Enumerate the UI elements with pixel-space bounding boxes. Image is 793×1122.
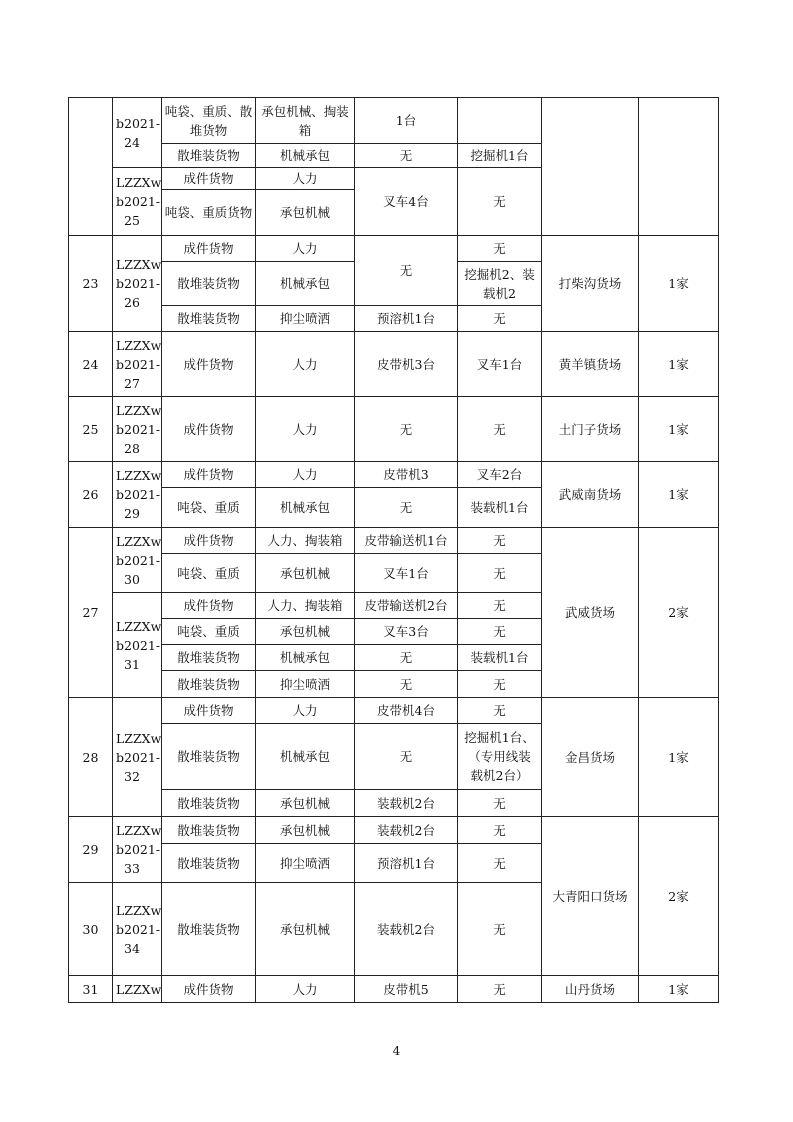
method-cell: 抑尘喷洒 bbox=[256, 306, 355, 332]
equip-cell: 无 bbox=[355, 724, 458, 790]
table-row bbox=[69, 332, 719, 397]
equip-cell: 叉车1台 bbox=[355, 554, 458, 593]
other-equip-cell: 挖掘机1台 bbox=[458, 144, 542, 168]
count-cell: 1家 bbox=[639, 462, 719, 528]
goods-cell: 散堆装货物 bbox=[162, 671, 256, 698]
method-cell: 人力 bbox=[256, 462, 355, 488]
method-cell: 机械承包 bbox=[256, 144, 355, 168]
equip-cell: 无 bbox=[355, 144, 458, 168]
method-cell: 承包机械、掏装箱 bbox=[256, 98, 355, 144]
goods-cell: 散堆装货物 bbox=[162, 306, 256, 332]
other-equip-cell: 无 bbox=[458, 397, 542, 462]
method-cell: 机械承包 bbox=[256, 724, 355, 790]
equip-cell: 无 bbox=[355, 645, 458, 671]
other-equip-cell: 无 bbox=[458, 698, 542, 724]
goods-cell: 成件货物 bbox=[162, 462, 256, 488]
seq-cell: 30 bbox=[69, 883, 113, 976]
equip-cell: 皮带输送机2台 bbox=[355, 593, 458, 619]
equip-cell: 装载机2台 bbox=[355, 790, 458, 817]
equip-cell: 预溶机1台 bbox=[355, 306, 458, 332]
goods-cell: 成件货物 bbox=[162, 397, 256, 462]
method-cell: 机械承包 bbox=[256, 645, 355, 671]
method-cell: 承包机械 bbox=[256, 190, 355, 236]
equip-cell: 皮带机3台 bbox=[355, 332, 458, 397]
other-equip-cell: 无 bbox=[458, 593, 542, 619]
goods-cell: 散堆装货物 bbox=[162, 844, 256, 883]
goods-cell: 成件货物 bbox=[162, 976, 256, 1003]
yard-cell: 山丹货场 bbox=[542, 976, 639, 1003]
goods-cell: 散堆装货物 bbox=[162, 883, 256, 976]
method-cell: 机械承包 bbox=[256, 488, 355, 528]
count-cell: 1家 bbox=[639, 332, 719, 397]
yard-cell: 武威货场 bbox=[542, 528, 639, 698]
other-equip-cell: 无 bbox=[458, 817, 542, 844]
other-equip-cell: 无 bbox=[458, 790, 542, 817]
other-equip-cell: 无 bbox=[458, 844, 542, 883]
equip-cell: 无 bbox=[355, 671, 458, 698]
equip-cell: 皮带机4台 bbox=[355, 698, 458, 724]
other-equip-cell: 无 bbox=[458, 306, 542, 332]
goods-cell: 成件货物 bbox=[162, 332, 256, 397]
seq-cell: 31 bbox=[69, 976, 113, 1003]
equip-cell: 叉车4台 bbox=[355, 168, 458, 236]
table-row bbox=[69, 236, 719, 262]
method-cell: 承包机械 bbox=[256, 883, 355, 976]
method-cell: 抑尘喷洒 bbox=[256, 844, 355, 883]
goods-cell: 成件货物 bbox=[162, 168, 256, 190]
code-cell: LZZXw b2021- 32 bbox=[113, 698, 162, 817]
table-row bbox=[69, 462, 719, 488]
goods-cell: 散堆装货物 bbox=[162, 262, 256, 306]
count-cell: 1家 bbox=[639, 698, 719, 817]
equip-cell: 1台 bbox=[355, 98, 458, 144]
equip-cell: 叉车3台 bbox=[355, 619, 458, 645]
table-row bbox=[69, 98, 719, 144]
code-cell: LZZXw b2021- 27 bbox=[113, 332, 162, 397]
code-cell: LZZXw b2021- 29 bbox=[113, 462, 162, 528]
other-equip-cell: 叉车2台 bbox=[458, 462, 542, 488]
method-cell: 人力 bbox=[256, 332, 355, 397]
equip-cell: 无 bbox=[355, 236, 458, 306]
equip-cell: 无 bbox=[355, 397, 458, 462]
yard-cell: 黄羊镇货场 bbox=[542, 332, 639, 397]
seq-cell: 27 bbox=[69, 528, 113, 698]
code-cell: LZZXw bbox=[113, 976, 162, 1003]
table-row bbox=[69, 698, 719, 724]
seq-cell: 26 bbox=[69, 462, 113, 528]
count-cell: 1家 bbox=[639, 236, 719, 332]
method-cell: 人力、掏装箱 bbox=[256, 528, 355, 554]
equip-cell: 皮带输送机1台 bbox=[355, 528, 458, 554]
table-row bbox=[69, 817, 719, 844]
method-cell: 人力 bbox=[256, 397, 355, 462]
count-cell bbox=[639, 98, 719, 236]
method-cell: 承包机械 bbox=[256, 790, 355, 817]
equip-cell: 装载机2台 bbox=[355, 817, 458, 844]
count-cell: 1家 bbox=[639, 397, 719, 462]
method-cell: 机械承包 bbox=[256, 262, 355, 306]
goods-cell: 成件货物 bbox=[162, 528, 256, 554]
count-cell: 1家 bbox=[639, 976, 719, 1003]
seq-cell: 28 bbox=[69, 698, 113, 817]
count-cell: 2家 bbox=[639, 528, 719, 698]
goods-cell: 成件货物 bbox=[162, 593, 256, 619]
method-cell: 人力、掏装箱 bbox=[256, 593, 355, 619]
other-equip-cell: 无 bbox=[458, 883, 542, 976]
goods-cell: 吨袋、重质、散堆货物 bbox=[162, 98, 256, 144]
table-row bbox=[69, 397, 719, 462]
method-cell: 人力 bbox=[256, 236, 355, 262]
code-cell: LZZXw b2021- 31 bbox=[113, 593, 162, 698]
goods-cell: 散堆装货物 bbox=[162, 144, 256, 168]
equip-cell: 皮带机3 bbox=[355, 462, 458, 488]
code-cell: b2021- 24 bbox=[113, 98, 162, 168]
other-equip-cell: 无 bbox=[458, 554, 542, 593]
seq-cell: 25 bbox=[69, 397, 113, 462]
cargo-yard-table bbox=[68, 97, 719, 1003]
goods-cell: 散堆装货物 bbox=[162, 724, 256, 790]
other-equip-cell: 挖掘机2、装 载机2 bbox=[458, 262, 542, 306]
method-cell: 人力 bbox=[256, 976, 355, 1003]
goods-cell: 成件货物 bbox=[162, 236, 256, 262]
yard-cell bbox=[542, 98, 639, 236]
yard-cell: 大青阳口货场 bbox=[542, 817, 639, 976]
yard-cell: 打柴沟货场 bbox=[542, 236, 639, 332]
goods-cell: 吨袋、重质 bbox=[162, 554, 256, 593]
code-cell: LZZXw b2021- 28 bbox=[113, 397, 162, 462]
goods-cell: 吨袋、重质货物 bbox=[162, 190, 256, 236]
goods-cell: 散堆装货物 bbox=[162, 790, 256, 817]
seq-cell: 29 bbox=[69, 817, 113, 883]
yard-cell: 武威南货场 bbox=[542, 462, 639, 528]
other-equip-cell: 无 bbox=[458, 671, 542, 698]
table-row bbox=[69, 528, 719, 554]
other-equip-cell: 无 bbox=[458, 976, 542, 1003]
method-cell: 人力 bbox=[256, 698, 355, 724]
other-equip-cell bbox=[458, 98, 542, 144]
goods-cell: 散堆装货物 bbox=[162, 645, 256, 671]
seq-cell bbox=[69, 98, 113, 236]
method-cell: 承包机械 bbox=[256, 619, 355, 645]
yard-cell: 土门子货场 bbox=[542, 397, 639, 462]
goods-cell: 吨袋、重质 bbox=[162, 488, 256, 528]
method-cell: 承包机械 bbox=[256, 554, 355, 593]
equip-cell: 皮带机5 bbox=[355, 976, 458, 1003]
equip-cell: 预溶机1台 bbox=[355, 844, 458, 883]
method-cell: 人力 bbox=[256, 168, 355, 190]
method-cell: 承包机械 bbox=[256, 817, 355, 844]
other-equip-cell: 无 bbox=[458, 528, 542, 554]
other-equip-cell: 挖掘机1台、 （专用线装 载机2台） bbox=[458, 724, 542, 790]
equip-cell: 无 bbox=[355, 488, 458, 528]
table-row bbox=[69, 976, 719, 1003]
goods-cell: 吨袋、重质 bbox=[162, 619, 256, 645]
code-cell: LZZXw b2021- 33 bbox=[113, 817, 162, 883]
seq-cell: 23 bbox=[69, 236, 113, 332]
count-cell: 2家 bbox=[639, 817, 719, 976]
other-equip-cell: 叉车1台 bbox=[458, 332, 542, 397]
page-number: 4 bbox=[392, 1044, 401, 1058]
code-cell: LZZXw b2021- 26 bbox=[113, 236, 162, 332]
other-equip-cell: 装载机1台 bbox=[458, 488, 542, 528]
goods-cell: 成件货物 bbox=[162, 698, 256, 724]
method-cell: 抑尘喷洒 bbox=[256, 671, 355, 698]
other-equip-cell: 无 bbox=[458, 236, 542, 262]
other-equip-cell: 无 bbox=[458, 619, 542, 645]
goods-cell: 散堆装货物 bbox=[162, 817, 256, 844]
seq-cell: 24 bbox=[69, 332, 113, 397]
code-cell: LZZXw b2021- 34 bbox=[113, 883, 162, 976]
code-cell: LZZXw b2021- 25 bbox=[113, 168, 162, 236]
other-equip-cell: 装载机1台 bbox=[458, 645, 542, 671]
yard-cell: 金昌货场 bbox=[542, 698, 639, 817]
code-cell: LZZXw b2021- 30 bbox=[113, 528, 162, 593]
other-equip-cell: 无 bbox=[458, 168, 542, 236]
equip-cell: 装载机2台 bbox=[355, 883, 458, 976]
